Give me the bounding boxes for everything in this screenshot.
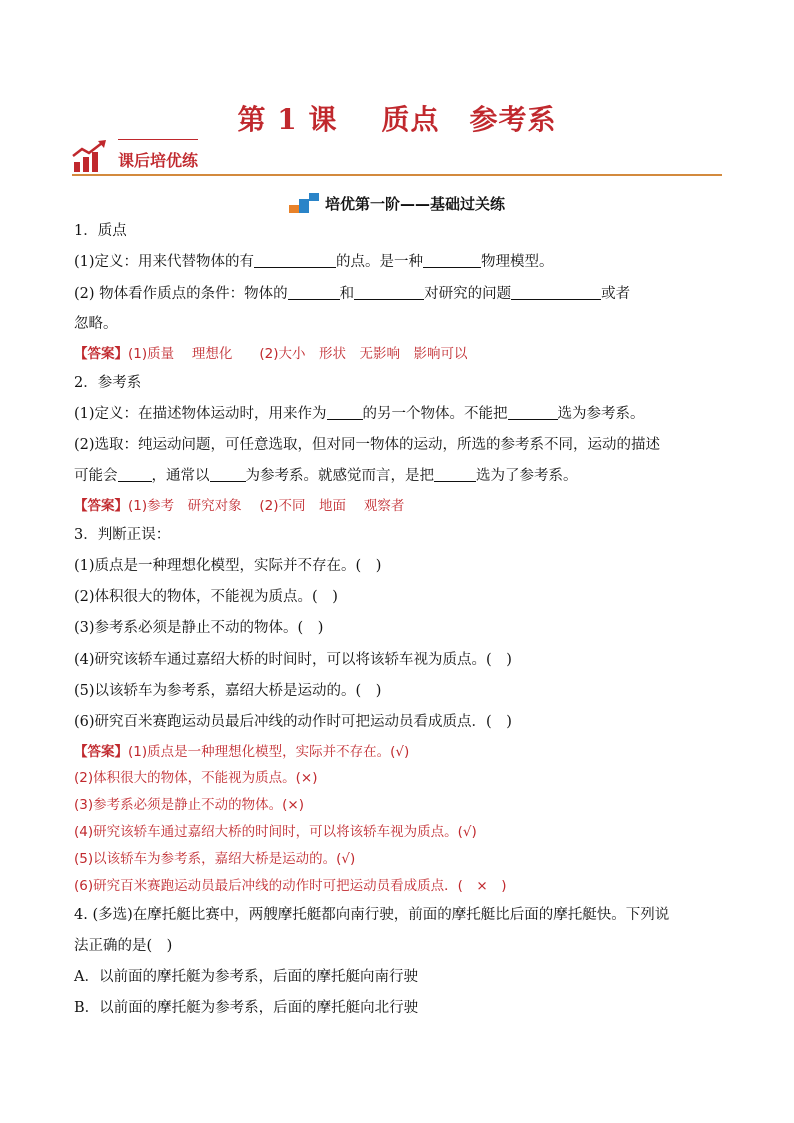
blank — [354, 285, 424, 300]
title-part1: 质点 — [381, 103, 440, 136]
blank — [118, 467, 152, 482]
q3-answer-line: (6)研究百米赛跑运动员最后冲线的动作时可把运动员看成质点．( × ) — [74, 878, 507, 894]
title-lesson: 第 1 课 — [237, 103, 338, 136]
growth-chart-icon — [72, 140, 108, 174]
blank — [434, 467, 476, 482]
q3-answer-line: (2)体积很大的物体，不能视为质点。(×) — [74, 770, 318, 786]
q3-item: (1)质点是一种理想化模型，实际并不存在。( ) — [74, 558, 382, 574]
section-header — [72, 136, 722, 178]
blank — [288, 285, 340, 300]
q3-heading: 3．判断正误： — [74, 527, 171, 543]
q2-heading: 2．参考系 — [74, 375, 142, 391]
q1-answer: 【答案】(1)质量 理想化 (2)大小 形状 无影响 影响可以 — [74, 346, 468, 362]
q4-option-a: A．以前面的摩托艇为参考系，后面的摩托艇向南行驶 — [74, 969, 418, 985]
q4-option-b: B．以前面的摩托艇为参考系，后面的摩托艇向北行驶 — [74, 1000, 419, 1016]
blank — [508, 405, 558, 420]
subsection-heading — [0, 193, 794, 214]
subsection-text: 培优第一阶——基础过关练 — [324, 195, 505, 213]
blank — [254, 253, 336, 268]
q2-answer: 【答案】(1)参考 研究对象 (2)不同 地面 观察者 — [74, 498, 405, 514]
blank — [327, 405, 363, 420]
blank — [511, 285, 601, 300]
blank — [423, 253, 481, 268]
q1-line1: (1)定义：用来代替物体的有 的点。是一种 物理模型。 — [74, 254, 554, 270]
blank — [210, 467, 246, 482]
q3-answer-line: (4)研究该轿车通过嘉绍大桥的时间时，可以将该轿车视为质点。(√) — [74, 824, 477, 840]
q2-line1: (1)定义：在描述物体运动时，用来作为 的另一个物体。不能把 选为参考系。 — [74, 406, 645, 422]
q3-item: (4)研究该轿车通过嘉绍大桥的时间时，可以将该轿车视为质点。( ) — [74, 652, 512, 668]
q3-item: (6)研究百米赛跑运动员最后冲线的动作时可把运动员看成质点．( ) — [74, 714, 512, 730]
q3-item: (3)参考系必须是静止不动的物体。( ) — [74, 620, 324, 636]
q3-item: (2)体积很大的物体，不能视为质点。( ) — [74, 589, 338, 605]
header-rule — [72, 174, 722, 176]
q1-line2: (2) 物体看作质点的条件：物体的 和 对研究的问题 或者 — [74, 286, 631, 302]
q1-heading: 1．质点 — [74, 223, 127, 239]
q3-answer: 【答案】(1)质点是一种理想化模型，实际并不存在。(√) — [74, 744, 410, 760]
section-label: 课后培优练 — [118, 151, 199, 170]
stairs-icon — [289, 193, 319, 213]
q2-line3: 可能会 ，通常以 为参考系。就感觉而言，是把 选为了参考系。 — [74, 468, 578, 484]
page-title — [0, 98, 794, 138]
q3-answer-line: (3)参考系必须是静止不动的物体。(×) — [74, 797, 304, 813]
q3-answer-line: (5)以该轿车为参考系，嘉绍大桥是运动的。(√) — [74, 851, 356, 867]
q1-line3: 忽略。 — [74, 316, 118, 332]
q4-line1: 4. (多选)在摩托艇比赛中，两艘摩托艇都向南行驶，前面的摩托艇比后面的摩托艇快。下列说 — [74, 907, 670, 923]
q4-line2: 法正确的是( ) — [74, 938, 173, 954]
q3-item: (5)以该轿车为参考系，嘉绍大桥是运动的。( ) — [74, 683, 382, 699]
title-part2: 参考系 — [469, 103, 557, 136]
q2-line2: (2)选取：纯运动问题，可任意选取，但对同一物体的运动，所选的参考系不同，运动的描述 — [74, 437, 661, 453]
header-top-line — [118, 139, 198, 140]
